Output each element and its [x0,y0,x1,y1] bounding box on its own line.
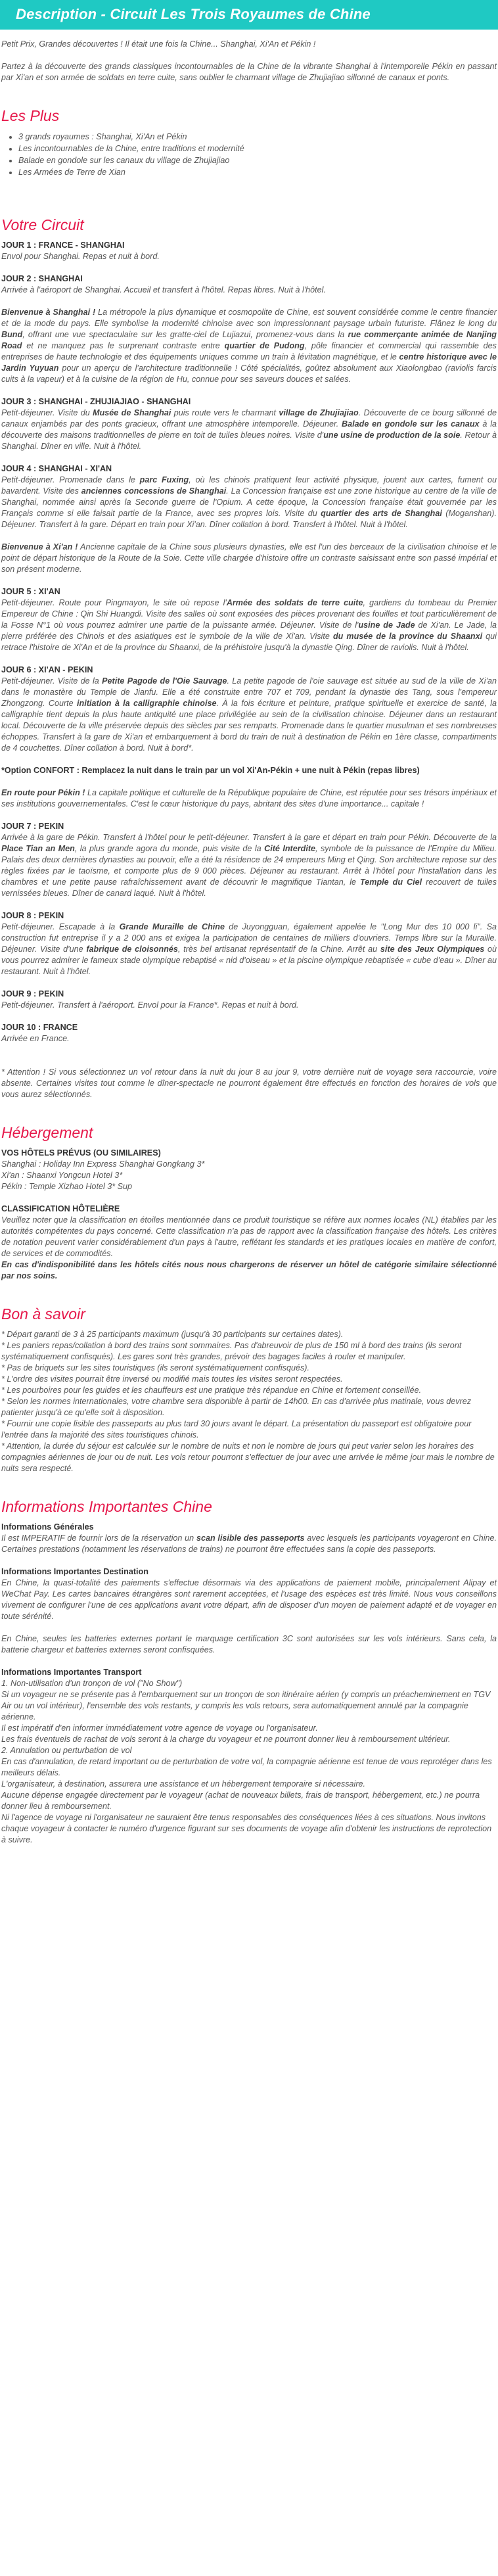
day-7-text: Arrivée à la gare de Pékin. Transfert à l'hôtel pour le petit-déjeuner. Transfert à la gare et départ en train pour Pékin. Découverte de la Place Tian an Men, la plus grande agora du monde, puis visite de la Cité Interdite, symbole de la puissance de l'Empire du Milieu. Palais des deux dernières dynasties au pouvoir, elle a été la résidence de 24 empereurs Ming et Qing. Son architecture repose sur des règles fixées par le taoïsme, et comporte plus de 9 000 pièces. Déjeuner au restaurant. Arrêt à l'hôtel pour l'installation dans les chambres et une petite pause rafraîchissement avant de découvrir le magnifique Tiantan, le Temple du Ciel recouvert de tuiles vernissées bleues. Dîner de canard laqué. Nuit à l'hôtel. [1,833,497,898]
day-1-title: JOUR 1 : FRANCE - SHANGHAI [1,241,125,250]
day-4-title: JOUR 4 : SHANGHAI - XI'AN [1,464,112,473]
transport-line: Les frais éventuels de rachat de vols seront à la charge du voyageur et ne pourront donner lieu à remboursement ultérieur. [1,1735,451,1744]
hotel-item: Xi'an : Shaanxi Yongcun Hotel 3* [1,1171,123,1180]
list-item: * Départ garanti de 3 à 25 participants maximum (jusqu'à 30 participants sur certaines dates). [1,1330,344,1339]
day-2-description: Bienvenue à Shanghai ! La métropole la plus dynamique et cosmopolite de Chine, est souvent considérée comme le centre financier et de la mode du pays. Elle symbolise la modernité chinoise avec son impressionnant paysage urbain futuriste. Flânez le long du Bund, offrant une vue spectaculaire sur les gratte-ciel de Lujiazui, promenez-vous dans la rue commerçante animée de Nanjing Road et ne manquez pas le surprenant contraste entre quartier de Pudong, pôle financier et commercial qui rassemble des entreprises de haute technologie et des équipements uniques comme un train à lévitation magnétique, et le centre historique avec le Jardin Yuyuan pour un aperçu de l'architecture traditionnelle ! Côté spécialités, goûtez absolument aux Xiaolongbao (raviolis farcis cuits à la vapeur) et à la cuisine de la région de Hu, connue pour ses saveurs douces et salées. [1,308,497,384]
day-3-title: JOUR 3 : SHANGHAI - ZHUJIAJIAO - SHANGHAI [1,397,191,406]
transport-line: 2. Annulation ou perturbation de vol [1,1746,132,1755]
classification-text: Veuillez noter que la classification en étoiles mentionnée dans ce produit touristique se réfère aux normes locales (NL) établies par les autorités compétentes du pays concerné. Cette classification n'a pas de rapport avec la classification française des hôtels. Les critères de notation peuvent varier considérablement d'un pays à l'autre, reflétant les standards et les pratiques locales en matière de confort, de services et de commodités. [1,1215,497,1258]
attention-note: * Attention ! Si vous sélectionnez un vol retour dans la nuit du jour 8 au jour 9, votre dernière nuit de voyage sera raccourcie, voire absente. Certaines visites tout comme le dîner-spectacle ne pourront également être effectués en fonction des horaires de vols que vous aurez sélectionnés. [1,1067,497,1099]
list-item: * Les pourboires pour les guides et les chauffeurs est une pratique très répandue en Chine et fortement conseillée. [1,1386,422,1395]
day-5-text: Petit-déjeuner. Route pour Pingmayon, le site où repose l'Armée des soldats de terre cuite, gardiens du tombeau du Premier Empereur de Chine : Qin Shi Huangdi. Visite des salles où sont exposées des pièces provenant des fouilles et tout particulièrement de la Fosse N°1 où vous pourrez admirer une partie de la puissante armée. Déjeuner. Visite de l'usine de Jade de Xi'an. Le Jade, la pierre préférée des Chinois et des asiatiques est le symbole de la ville de Xi'an. Visite du musée de la province du Shaanxi qui retrace l'histoire de Xi'An et de la province du Shaanxi, de la préhistoire jusqu'à la dynastie Qing. Dîner de raviolis. Nuit à l'hôtel. [1,598,497,652]
hotels-subheading: VOS HÔTELS PRÉVUS (OU SIMILAIRES) [1,1148,161,1158]
content [0,30,498,1846]
day-10-title: JOUR 10 : FRANCE [1,1023,78,1032]
day-6-pekin-intro: En route pour Pékin ! La capitale politique et culturelle de la République populaire de Chine, est réputée pour ses trésors impériaux et ses institutions gouvernementales. C'est le cœur historique du pays, abritant des sites d'une importance... capitale ! [1,788,497,808]
list-item: * Selon les normes internationales, votre chambre sera disponible à partir de 14h00. En cas d'arrivée plus matinale, vous devrez patienter jusqu'à ce qu'elle soit à disposition. [1,1397,472,1417]
classification-bold: En cas d'indisponibilité dans les hôtels cités nous nous chargerons de réserver un hôtel de catégorie similaire sélectionné par nos soins. [1,1260,497,1280]
day-8-text: Petit-déjeuner. Escapade à la Grande Muraille de Chine de Juyongguan, également appelée le "Long Mur des 10 000 li". Sa construction fut entreprise il y a 2 000 ans et exigea la participation de centaines de milliers d'ouvriers. Temps libre sur la Muraille. Déjeuner. Visite d'une fabrique de cloisonnés, très bel artisanat représentatif de la Chine. Arrêt au site des Jeux Olympiques où vous pourrez admirer le fameux stade olympique rebaptisé « nid d'oiseau » et la piscine olympique rebaptisée « cube d'eau ». Dîner au restaurant. Nuit à l'hôtel. [1,922,497,976]
intro-line-1: Petit Prix, Grandes découvertes ! Il était une fois la Chine... Shanghai, Xi'An et Pékin ! [1,39,316,49]
list-item: * Attention, la durée du séjour est calculée sur le nombre de nuits et non le nombre de jours qui peut varier selon les horaires des compagnies aériennes de jour ou de nuit. Les vols retour pourront s'effectuer de jour avec une arrivée le même jour mais le nombre de nuits sera respecté. [1,1441,495,1473]
transport-line: L'organisateur, à destination, assurera une assistance et un hébergement temporaire si nécessaire. [1,1779,366,1789]
day-4-xian-intro: Bienvenue à Xi'an ! Ancienne capitale de la Chine sous plusieurs dynasties, elle est l'un des berceaux de la civilisation chinoise et le point de départ historique de la Route de la Soie. Cette ville chargée d'histoire offre un contraste saisissant entre son passé impérial et son présent moderne. [1,542,497,574]
list-item: • 3 grands royaumes : Shanghai, Xi'An et Pékin [18,131,497,143]
bon-savoir-heading: Bon à savoir [1,1305,85,1323]
les-plus-list [1,131,497,178]
list-item: * L'ordre des visites pourrait être inversé ou modifié mais toutes les visites seront respectées. [1,1374,343,1384]
transport-line: 1. Non-utilisation d'un tronçon de vol ("No Show") [1,1679,183,1688]
transport-line: Ni l'agence de voyage ni l'organisateur ne sauraient être tenus responsables des conséquences liées à ces situations. Nous invitons chaque voyageur à contacter le numéro d'urgence figurant sur ses documents de voyage afin d'obtenir les instructions de reprotection à suivre. [1,1813,492,1844]
day-7-title: JOUR 7 : PEKIN [1,822,64,831]
infos-destination-text-1: En Chine, la quasi-totalité des paiements s'effectue désormais via des applications de paiement mobile, principalement Alipay et WeChat Pay. Les cartes bancaires étrangères sont rarement acceptées, et l'usage des espèces est très limité. Nous vous conseillons vivement de configurer l'une de ces applications avant votre départ, afin de disposer d'un moyen de paiement adapté et de voyager en toute sérénité. [1,1578,497,1621]
classification-title: CLASSIFICATION HÔTELIÈRE [1,1204,120,1213]
infos-general-text: Il est IMPERATIF de fournir lors de la réservation un scan lisible des passeports avec lesquels les participants voyageront en Chine. Certaines prestations (notamment les réservations de trains) ne pourront être effectuées sans la copie des passeports. [1,1534,497,1554]
list-item: * Fournir une copie lisible des passeports au plus tard 30 jours avant le départ. La présentation du passeport est obligatoire pour l'entrée dans la majorité des sites touristiques chinois. [1,1419,472,1440]
day-6-text: Petit-déjeuner. Visite de la Petite Pagode de l'Oie Sauvage. La petite pagode de l'oie sauvage est située au sud de la ville de Xi'an dans le monastère du Temple de Jianfu. Elle a été construite entre 707 et 709, pendant la dynastie des Tang, sous l'empereur Zhongzong. Courte initiation à la calligraphie chinoise. À la fois écriture et peinture, pratique spirituelle et exercice de santé, la calligraphie tient depuis la plus haute antiquité une place privilégiée au sein de la civilisation chinoise. Déjeuner dans un restaurant local. Découverte de la ville préservée depuis des siècles par ses remparts. Promenade dans le quartier musulman et ses nombreuses échoppes. Transfert à la gare de Xi'an et embarquement à bord du train de nuit à destination de Pékin en 1ère classe, compartiments de 4 couchettes. Dîner collation à bord. Nuit à bord*. [1,676,497,753]
infos-destination-title: Informations Importantes Destination [1,1567,148,1576]
infos-transport-title: Informations Importantes Transport [1,1668,142,1677]
day-10-text: Arrivée en France. [1,1034,70,1043]
hebergement-heading: Hébergement [1,1124,93,1141]
list-item: * Pas de briquets sur les sites touristiques (ils seront systématiquement confisqués). [1,1363,309,1372]
list-item: • Les Armées de Terre de Xian [18,166,497,178]
infos-heading: Informations Importantes Chine [1,1498,212,1515]
list-item: • Balade en gondole sur les canaux du village de Zhujiajiao [18,154,497,166]
page-title: Description - Circuit Les Trois Royaumes de Chine [0,0,498,30]
day-1-text: Envol pour Shanghai. Repas et nuit à bord. [1,252,160,261]
day-9-text: Petit-déjeuner. Transfert à l'aéroport. Envol pour la France*. Repas et nuit à bord. [1,1000,299,1010]
transport-line: En cas d'annulation, de retard important ou de perturbation de votre vol, la compagnie aérienne est tenue de vous reprotéger dans les meilleurs délais. [1,1757,492,1777]
intro-line-2: Partez à la découverte des grands classiques incontournables de la Chine de la vibrante Shanghai à l'intemporelle Pékin en passant par Xi'an et son armée de soldats en terre cuite, sans oublier le charmant village de Zhujiajiao sillonné de canaux et ponts. [1,62,497,82]
hotel-item: Shanghai : Holiday Inn Express Shanghai Gongkang 3* [1,1159,205,1169]
list-item: * Les paniers repas/collation à bord des trains sont sommaires. Pas d'abreuvoir de plus de 150 ml à bord des trains (ils seront systématiquement confisqués). Les gares sont très grandes, prévoir des bagages faciles à rouler et manipuler. [1,1341,462,1361]
transport-line: Aucune dépense engagée directement par le voyageur (achat de nouveaux billets, frais de transport, hébergement, etc.) ne pourra donner lieu à remboursement. [1,1791,480,1811]
circuit-heading: Votre Circuit [1,216,84,233]
list-item: • Les incontournables de la Chine, entre traditions et modernité [18,143,497,154]
transport-line: Il est impératif d'en informer immédiatement votre agence de voyage ou l'organisateur. [1,1723,318,1733]
day-6-option-note: *Option CONFORT : Remplacez la nuit dans le train par un vol Xi'An-Pékin + une nuit à Pékin (repas libres) [1,766,420,775]
infos-general-title: Informations Générales [1,1522,94,1532]
day-4-text: Petit-déjeuner. Promenade dans le parc Fuxing, où les chinois pratiquent leur activité physique, jouent aux cartes, fument ou bavardent. Visite des anciennes concessions de Shanghai. La Concession française est une zone historique au centre de la ville de Shanghai, nommée ainsi après la Seconde guerre de l'Opium. A cette époque, la Concession française était gouvernée par les Français comme si elle faisait partie de la France, avec ses propres lois. Visite du quartier des arts de Shanghai (Moganshan). Déjeuner. Transfert à la gare. Départ en train pour Xi'an. Dîner collation à bord. Transfert à l'hôtel. Nuit à l'hôtel. [1,475,497,529]
day-2-title: JOUR 2 : SHANGHAI [1,274,83,283]
day-8-title: JOUR 8 : PEKIN [1,911,64,920]
les-plus-heading: Les Plus [1,107,60,124]
day-3-text: Petit-déjeuner. Visite du Musée de Shanghai puis route vers le charmant village de Zhujiajiao. Découverte de ce bourg sillonné de canaux enjambés par des ponts gracieux, offrant une atmosphère intemporelle. Déjeuner. Balade en gondole sur les canaux à la découverte des maisons traditionnelles de pierre en toit de tuiles bleues noires. Visite d'une usine de production de la soie. Retour à Shanghai. Dîner en ville. Nuit à l'hôtel. [1,408,497,451]
day-2-text: Arrivée à l'aéroport de Shanghai. Accueil et transfert à l'hôtel. Repas libres. Nuit à l'hôtel. [1,285,326,294]
infos-destination-text-2: En Chine, seules les batteries externes portant le marquage certification 3C sont autorisées sur les vols intérieurs. Sans cela, la batterie chargeur et batteries externes seront confisquées. [1,1634,497,1654]
transport-line: Si un voyageur ne se présente pas à l'embarquement sur un tronçon de son itinéraire aérien (y compris un préacheminement en TGV Air ou un vol intérieur), l'ensemble des vols restants, y compris les vols retours, sera automatiquement annulé par la compagnie aérienne. [1,1690,491,1721]
hotel-item: Pékin : Temple Xizhao Hotel 3* Sup [1,1182,133,1191]
day-9-title: JOUR 9 : PEKIN [1,989,64,998]
day-6-title: JOUR 6 : XI'AN - PEKIN [1,665,93,674]
day-5-title: JOUR 5 : XI'AN [1,587,60,596]
